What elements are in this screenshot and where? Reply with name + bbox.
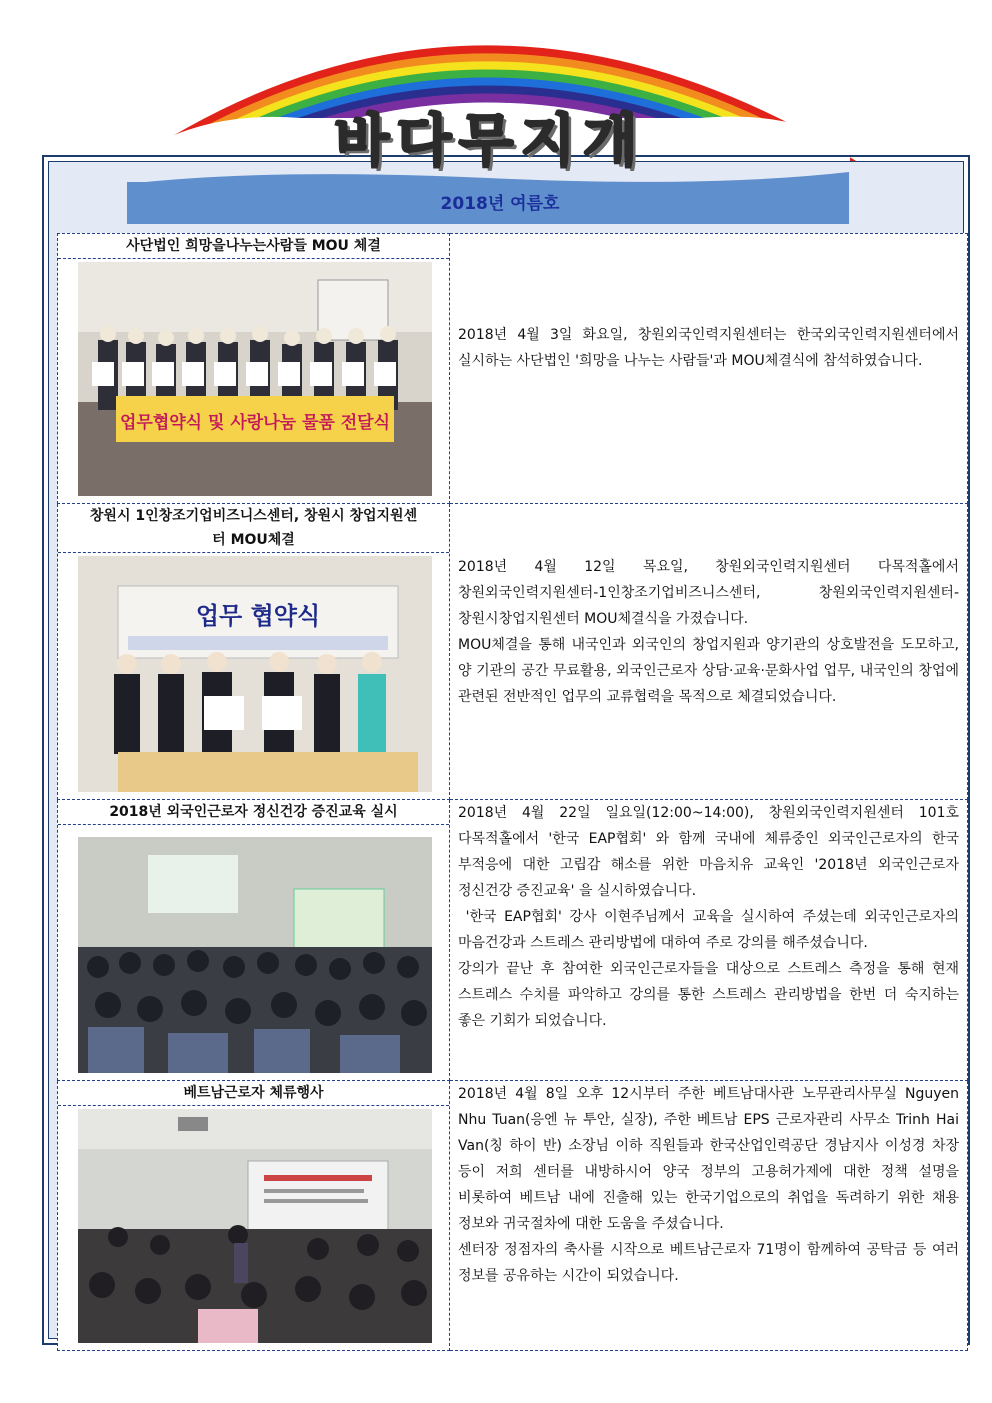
- section-title: 사단법인 희망을나누는사람들 MOU 체결: [58, 234, 449, 259]
- issue-label: 2018년 여름호: [440, 194, 560, 214]
- section-right: [450, 1081, 968, 1351]
- vietnamese-workers-event-photo: [78, 1109, 432, 1343]
- section-paragraph: MOU체결을 통해 내국인과 외국인의 창업지원과 양기관의 상호발전을 도모하고, 양 기관의 공간 무료활용, 외국인근로자 상담·교육·문화사업 업무, 내국인의 창업에 관련된 전반적인 업무의 교류협력을 목적으로 체결되었습니다.: [458, 637, 959, 705]
- mou-signing-photo: [78, 262, 432, 496]
- section-row: [58, 504, 968, 800]
- photo-banner-text: 업무 협약식: [195, 602, 321, 630]
- section-paragraph: '한국 EAP협회' 강사 이현주님께서 교육을 실시하여 주셨는데 외국인근로자의 마음건강과 스트레스 관리방법에 대하여 주로 강의를 해주셨습니다.: [458, 909, 964, 951]
- section-left: [58, 800, 450, 1081]
- agreement-ceremony-photo: [78, 556, 432, 792]
- section-title: 베트남근로자 체류행사: [58, 1081, 449, 1106]
- section-row: [58, 800, 968, 1081]
- photo-banner-text: 업무협약식 및 사랑나눔 물품 전달식: [119, 413, 391, 433]
- newsletter-table: [57, 233, 968, 1351]
- section-paragraph: 2018년 4월 8일 오후 12시부터 주한 베트남대사관 노무관리사무실 Nguyen Nhu Tuan(응엔 뉴 투안, 실장), 주한 베트남 EPS 근로자관리 사무소 Trinh Hai Van(칭 하이 반) 소장님 이하 직원들과 한국산업인력공단 경남지사 이성경 차장 등이 저희 센터를 내방하시어 양국 정부의 고용허가제에 대한 정책 설명을 비롯하여 베트남 내에 진출해 있는 한국기업으로의 취업을 독려하기 위한 채용 정보와 귀국절차에 대한 도움을 주셨습니다.: [458, 1086, 959, 1232]
- mental-health-class-photo: [78, 837, 432, 1073]
- section-left: [58, 504, 450, 800]
- section-left: [58, 1081, 450, 1351]
- section-paragraph: 2018년 4월 12일 목요일, 창원외국인력지원센터 다목적홀에서 창원외국인력지원센터-1인창조기업비즈니스센터, 창원외국인력지원센터-창원시창업지원센터 MOU체결식을 가졌습니다.: [458, 559, 959, 627]
- section-paragraph: 2018년 4월 3일 화요일, 창원외국인력지원센터는 한국외국인력지원센터에서 실시하는 사단법인 '희망을 나누는 사람들'과 MOU체결식에 참석하였습니다.: [458, 327, 959, 369]
- section-left: [58, 234, 450, 504]
- section-title: 2018년 외국인근로자 정신건강 증진교육 실시: [58, 800, 449, 825]
- section-right: [450, 504, 968, 800]
- section-row: [58, 234, 968, 504]
- masthead-title: 바다무지개: [334, 109, 646, 174]
- section-right: [450, 234, 968, 504]
- section-paragraph: 2018년 4월 22일 일요일(12:00~14:00), 창원외국인력지원센터 101호 다목적홀에서 '한국 EAP협회' 와 함께 국내에 체류중인 외국인근로자의 한국 부적응에 대한 고립감 해소를 위한 마음치유 교육인 '2018년 외국인근로자 정신건강 증진교육' 을 실시하였습니다.: [458, 805, 959, 899]
- section-paragraph: 강의가 끝난 후 참여한 외국인근로자들을 대상으로 스트레스 측정을 통해 현재 스트레스 수치를 파악하고 강의를 통한 스트레스 관리방법을 한번 더 숙지하는 좋은 기회가 되었습니다.: [458, 961, 959, 1029]
- section-row: [58, 1081, 968, 1351]
- section-right: [450, 800, 968, 1081]
- section-title: 창원시 1인창조기업비즈니스센터, 창원시 창업지원센터 MOU체결: [58, 504, 449, 553]
- section-paragraph: 센터장 정점자의 축사를 시작으로 베트남근로자 71명이 함께하여 공탁금 등 여러 정보를 공유하는 시간이 되었습니다.: [458, 1242, 959, 1284]
